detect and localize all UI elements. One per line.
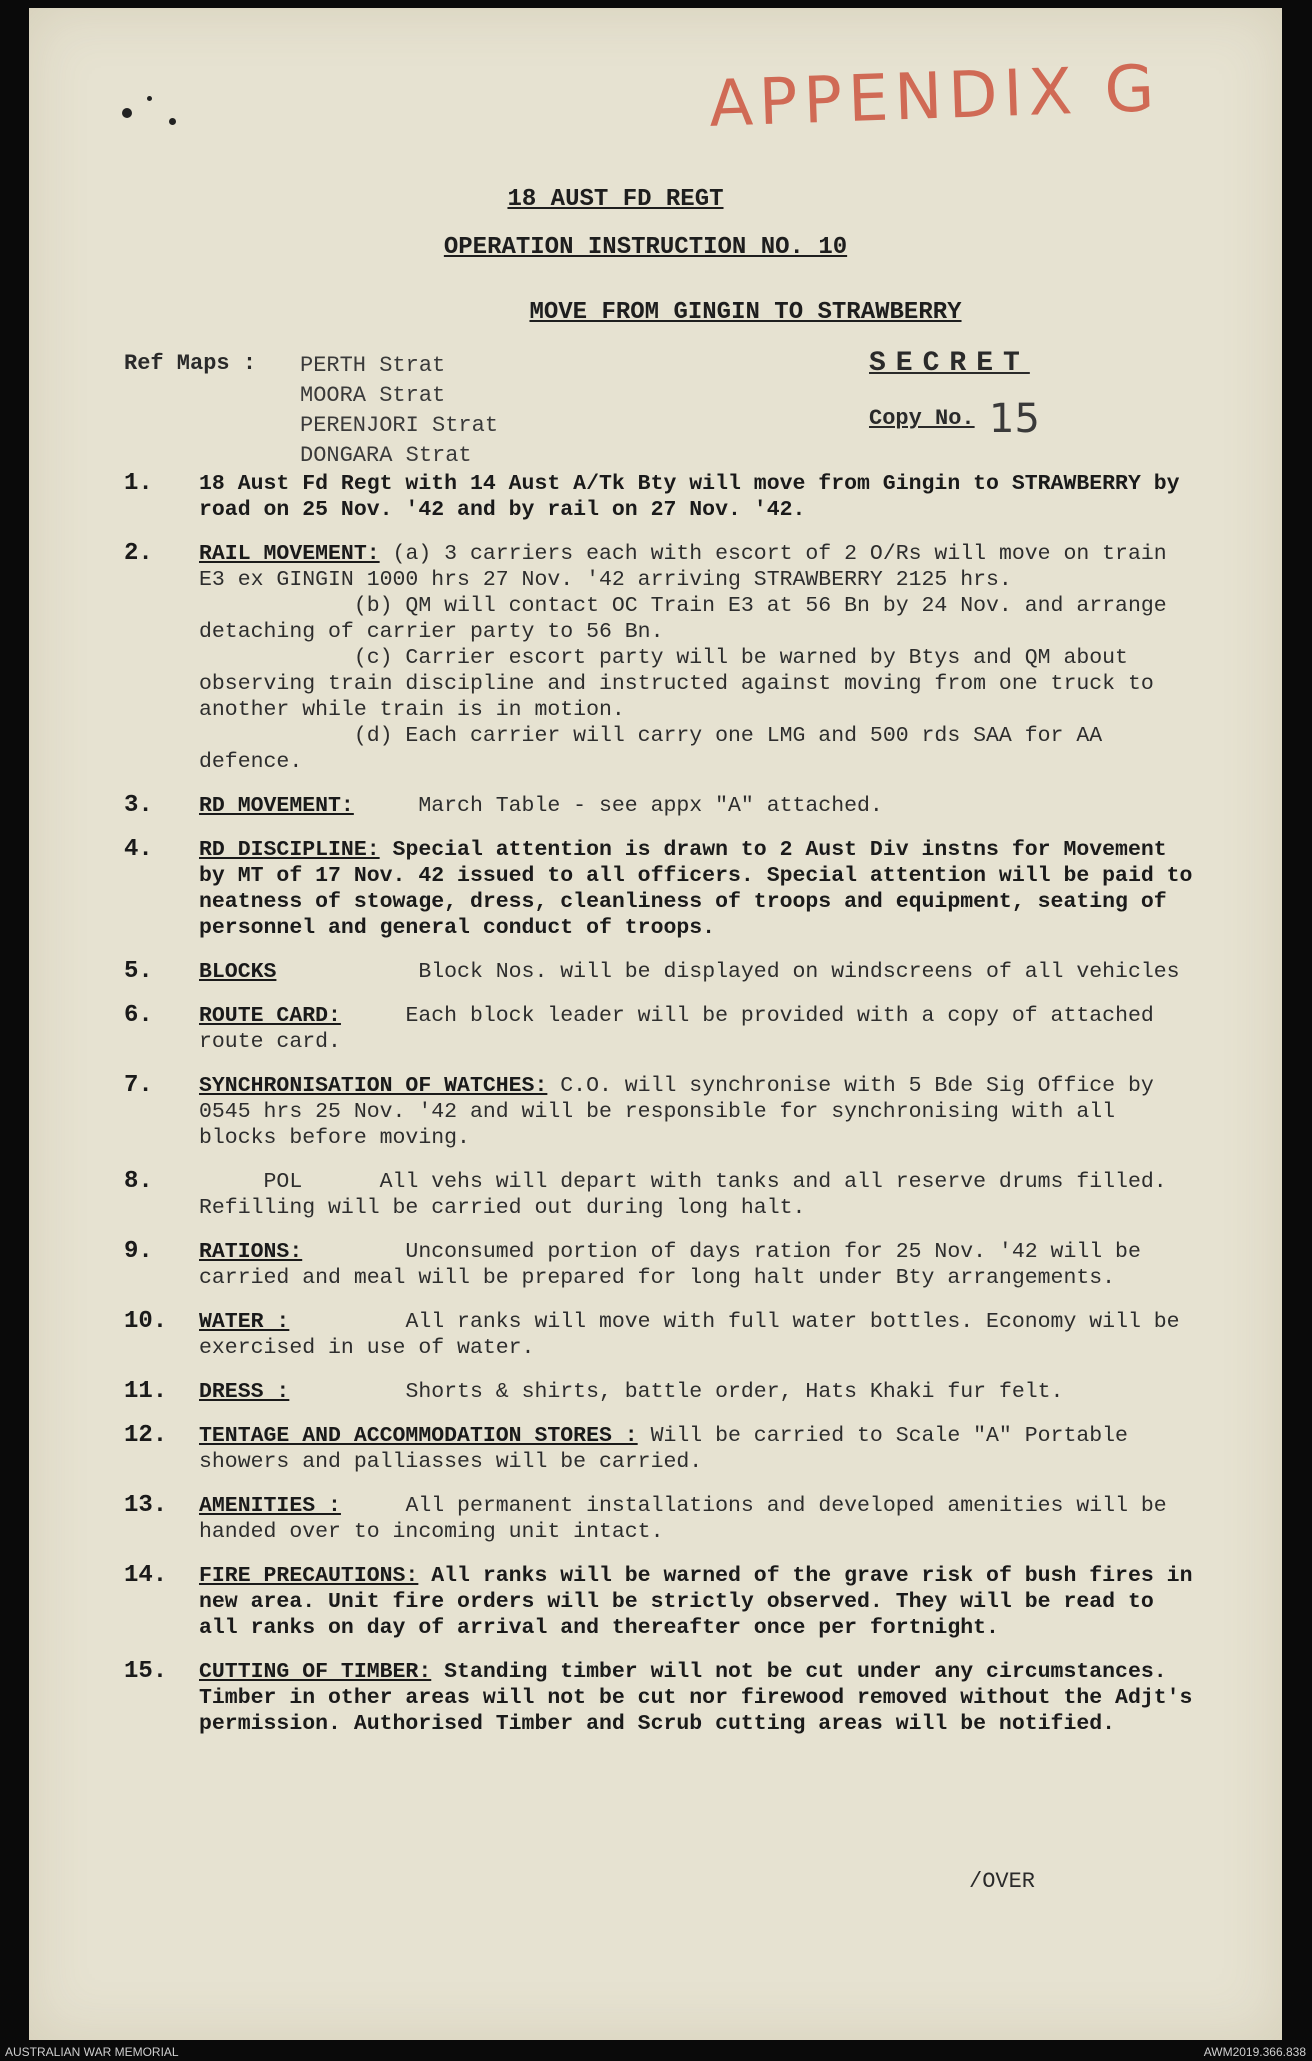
item-number: 3. [124,792,153,819]
item-number: 7. [124,1072,153,1099]
item-number: 4. [124,836,153,863]
item-number: 2. [124,540,153,567]
item-text: 18 Aust Fd Regt with 14 Aust A/Tk Bty will move from Gingin to STRAWBERRY by road on 25 Nov. '42 and by rail on 27 Nov. '42. [199,472,1193,522]
item-heading: SYNCHRONISATION OF WATCHES: [199,1074,548,1098]
appendix-annotation: APPENDIX G [707,52,1162,142]
item-text: All ranks will be warned of the grave risk of bush fires in new area. Unit fire orders will be strictly observed. They will be read to all ranks on day of arrival and thereafter once per fortnight. [199,1564,1206,1640]
item-number: 14. [124,1562,168,1589]
item-body [199,1004,1167,1054]
item-body [199,1170,1180,1220]
instruction-item [124,836,1206,941]
instruction-list [124,470,1206,1755]
item-heading: WATER : [199,1310,290,1334]
item-heading: RAIL MOVEMENT: [199,542,380,566]
footer-institution: AUSTRALIAN WAR MEMORIAL [5,2045,179,2059]
item-heading: TENTAGE AND ACCOMMODATION STORES : [199,1424,638,1448]
instruction-item [124,1073,1194,1151]
move-title: MOVE FROM GINGIN TO STRAWBERRY [529,299,962,326]
item-body [199,1660,1205,1736]
unit-title: 18 AUST FD REGT [507,186,724,213]
item-heading: RATIONS: [199,1240,303,1264]
item-number: 5. [124,958,153,985]
instruction-item [124,1658,1206,1737]
item-body [199,1564,1205,1640]
item-text: All permanent installations and developed amenities will be handed over to incoming unit intact. [199,1494,1180,1544]
instruction-item [124,471,1194,523]
item-number: 9. [124,1238,153,1265]
item-heading: RD DISCIPLINE: [199,838,380,862]
instruction-item [124,959,1194,985]
item-text: C.O. will synchronise with 5 Bde Sig Office by 0545 hrs 25 Nov. '42 and will be responsible for synchronising with all blocks before moving. [199,1074,1167,1150]
map-item: PERENJORI Strat [300,413,499,438]
item-number: 10. [124,1308,168,1335]
over-marker: /OVER [969,1869,1036,1894]
instruction-item [124,541,1194,775]
item-heading: RD MOVEMENT: [199,794,354,818]
copy-number: 15 [989,396,1040,442]
item-text: Shorts & shirts, battle order, Hats Khaki fur felt. [289,1380,1064,1404]
instruction-item [124,1239,1194,1291]
map-list [300,351,498,471]
item-body [199,472,1192,522]
ink-blot [122,108,132,118]
item-text: Unconsumed portion of days ration for 25 Nov. '42 will be carried and meal will be prepared for long halt under Bty arrangements. [199,1240,1154,1290]
item-heading: AMENITIES : [199,1494,341,1518]
ink-blot [169,118,176,125]
instruction-item [124,1003,1194,1055]
item-body [199,1380,1063,1404]
copy-label: Copy No. [869,406,975,431]
ref-maps-label: Ref Maps : [124,351,257,376]
item-text: Standing timber will not be cut under any circumstances. Timber in other areas will not be cut nor firewood removed without the Adjt's permission. Authorised Timber and Scrub cutting areas will be notified. [199,1660,1206,1736]
item-heading: DRESS : [199,1380,290,1404]
ink-blot [147,96,152,101]
item-text: Block Nos. will be displayed on windscreens of all vehicles [276,960,1180,984]
item-text: POL All vehs will depart with tanks and all reserve drums filled. Refilling will be carried out during long halt. [199,1170,1180,1220]
item-body [199,542,1180,774]
item-body [199,1240,1154,1290]
instruction-item [124,1169,1194,1221]
instruction-item [124,1309,1194,1361]
document-page [29,8,1282,2040]
item-text: Will be carried to Scale "A" Portable showers and palliasses will be carried. [199,1424,1141,1474]
item-text: March Table - see appx "A" attached. [353,794,883,818]
item-number: 8. [124,1168,153,1195]
item-body [199,960,1180,984]
instruction-item [124,1562,1206,1641]
item-text: Special attention is drawn to 2 Aust Div instns for Movement by MT of 17 Nov. 42 issued to all officers. Special attention will be paid to neatness of stowage, dress, cleanliness of troops and equipment, seating of personnel and general conduct of troops. [199,838,1206,940]
map-item: DONGARA Strat [300,443,472,468]
item-text: Each block leader will be provided with a copy of attached route card. [199,1004,1167,1054]
item-number: 15. [124,1658,168,1685]
item-body [199,1424,1141,1474]
item-heading: ROUTE CARD: [199,1004,341,1028]
item-number: 12. [124,1422,168,1449]
instruction-item [124,1423,1194,1475]
item-text: All ranks will move with full water bottles. Economy will be exercised in use of water. [199,1310,1193,1360]
item-number: 6. [124,1002,153,1029]
map-item: PERTH Strat [300,353,446,378]
instruction-item [124,1493,1194,1545]
item-body [199,794,883,818]
item-body [199,1074,1167,1150]
item-heading: FIRE PRECAUTIONS: [199,1564,419,1588]
item-body [199,1494,1180,1544]
item-heading: CUTTING OF TIMBER: [199,1660,432,1684]
item-body [199,838,1205,940]
classification: SECRET [869,348,1030,379]
item-number: 1. [124,470,153,497]
item-text: (a) 3 carriers each with escort of 2 O/Rs will move on train E3 ex GINGIN 1000 hrs 27 Nov. '42 arriving STRAWBERRY 2125 hrs. (b) QM will contact OC Train E3 at 56 Bn by 24 Nov. and arrange detaching of carrier party to 56 Bn. (c) Carrier escort party will be warned by Btys and QM about observing train discipline and instructed against moving from one truck to another while train is in motion. (d) Each carrier will carry one LMG and 500 rds SAA for AA defence. [199,542,1167,774]
item-number: 13. [124,1492,168,1519]
map-item: MOORA Strat [300,383,446,408]
instruction-title: OPERATION INSTRUCTION NO. 10 [443,234,848,261]
instruction-item [124,793,1194,819]
item-number: 11. [124,1378,168,1405]
instruction-item [124,1379,1194,1405]
item-body [199,1310,1192,1360]
footer-accession: AWM2019.366.838 [1203,2045,1306,2059]
item-heading: BLOCKS [199,960,277,984]
